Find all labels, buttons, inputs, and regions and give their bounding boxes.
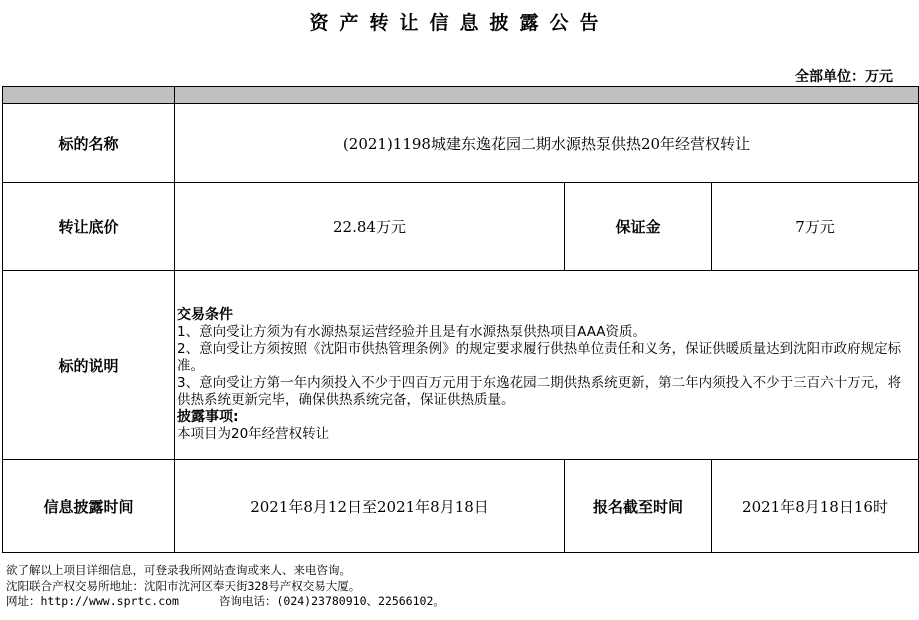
description-label: 标的说明	[3, 271, 175, 460]
disclosure-table	[2, 86, 919, 553]
disclosure-time-label: 信息披露时间	[3, 460, 175, 553]
description-cell	[175, 271, 919, 460]
condition-2: 2、意向受让方须按照《沈阳市供热管理条例》的规定要求履行供热单位责任和义务，保证供暖质量达到沈阳市政府规定标准。	[177, 341, 902, 374]
name-label: 标的名称	[3, 104, 175, 183]
table-row	[3, 271, 919, 460]
table-row	[3, 183, 919, 271]
table-row	[3, 104, 919, 183]
price-value: 22.84万元	[175, 183, 565, 271]
notes-heading: 披露事项:	[177, 409, 239, 425]
deadline-label: 报名截至时间	[565, 460, 712, 553]
disclosure-time-value: 2021年8月12日至2021年8月18日	[175, 460, 565, 553]
footer-website[interactable]: 网址：http://www.sprtc.com	[6, 594, 179, 608]
condition-1: 1、意向受让方须为有水源热泵运营经验并且是有水源热泵供热项目AAA资质。	[177, 324, 647, 340]
price-label: 转让底价	[3, 183, 175, 271]
notes-text: 本项目为20年经营权转让	[177, 426, 330, 442]
footer-phone: 咨询电话：(024)23780910、22566102。	[218, 594, 445, 608]
deposit-value: 7万元	[712, 183, 919, 271]
conditions-heading: 交易条件	[177, 307, 233, 323]
deposit-label: 保证金	[565, 183, 712, 271]
table-row	[3, 460, 919, 553]
name-value: (2021)1198城建东逸花园二期水源热泵供热20年经营权转让	[175, 104, 919, 183]
condition-3: 3、意向受让方第一年内须投入不少于四百万元用于东逸花园二期供热系统更新，第二年内须投入不少于三百六十万元，将供热系统更新完毕，确保供热系统完备，保证供热质量。	[177, 375, 902, 408]
deadline-value: 2021年8月18日16时	[712, 460, 919, 553]
table-header-bar	[3, 87, 919, 104]
page-title: 资产转让信息披露公告	[309, 12, 610, 34]
footer	[6, 563, 445, 610]
footer-address: 沈阳联合产权交易所地址：沈阳市沈河区奉天街328号产权交易大厦。	[6, 578, 361, 593]
footer-inquiry: 欲了解以上项目详细信息，可登录我所网站查询或来人、来电咨询。	[6, 563, 351, 577]
unit-note: 全部单位：万元	[795, 69, 893, 85]
